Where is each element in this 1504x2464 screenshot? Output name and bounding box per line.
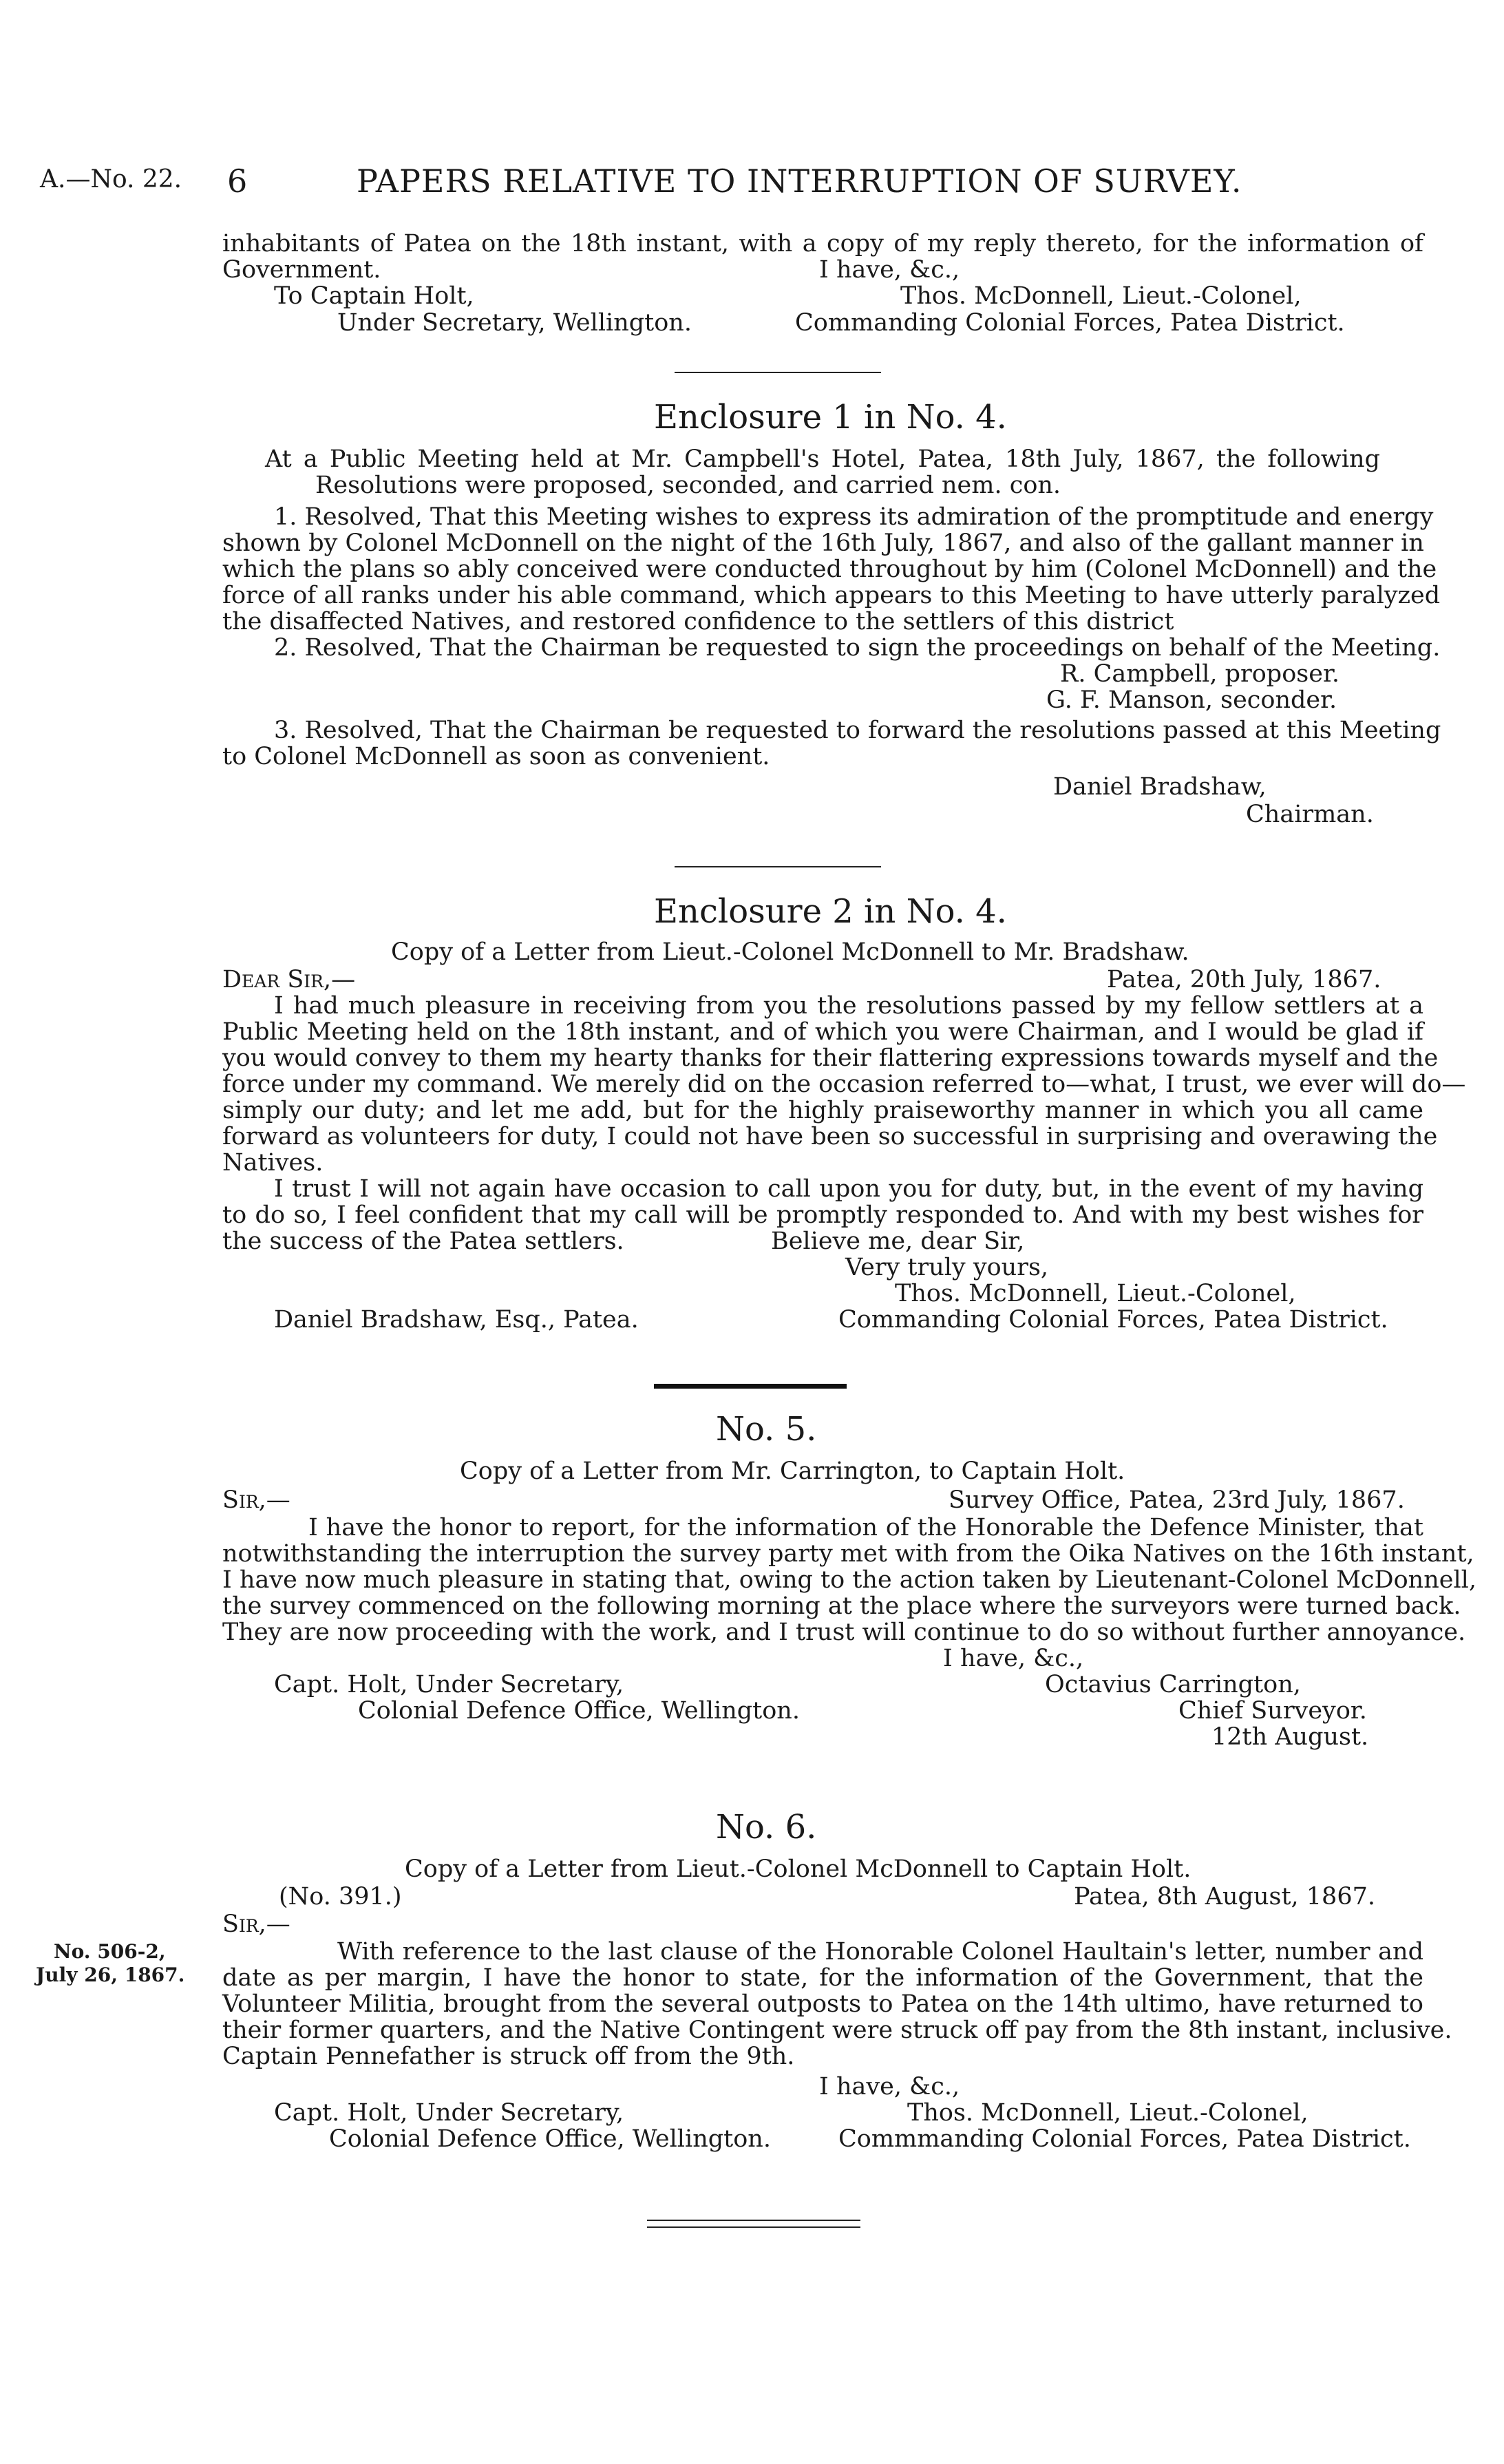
enclosure-heading: Enclosure 1 in No. 4. [654, 398, 1007, 436]
signature-line: Thos. McDonnell, Lieut.-Colonel, [907, 2099, 1309, 2127]
document-reference: A.—No. 22. [40, 165, 182, 193]
closing: I have, &c., [819, 256, 960, 284]
end-divider [647, 2226, 860, 2228]
dateline: Survey Office, Patea, 23rd July, 1867. [949, 1486, 1405, 1514]
body-line: you would convey to them my hearty thanks for their flattering expressions towards myself and the [222, 1044, 1439, 1072]
salutation: Sir,— [222, 1486, 290, 1514]
section-divider [654, 1384, 847, 1389]
page-number: 6 [227, 162, 248, 200]
body-line: the success of the Patea settlers. [222, 1228, 624, 1255]
resolution-line: the disaffected Natives, and restored confidence to the settlers of this district [222, 608, 1174, 635]
body-line: Public Meeting held on the 18th instant, and of which you were Chairman, and I would be glad if [222, 1018, 1423, 1046]
resolution-line: 2. Resolved, That the Chairman be requested to sign the proceedings on behalf of the Meeting. [274, 634, 1441, 662]
salutation: Sir,— [222, 1910, 290, 1938]
letter-subtitle: Copy of a Letter from Lieut.-Colonel McDonnell to Captain Holt. [405, 1855, 1191, 1883]
body-line: Volunteer Militia, brought from the several outposts to Patea on the 14th ultimo, have returned to [222, 1990, 1423, 2018]
resolution-line: which the plans so ably conceived were conducted throughout by him (Colonel McDonnell) and the [222, 556, 1437, 583]
body-line: the survey commenced on the following morning at the place where the surveyors were turned back. [222, 1592, 1461, 1620]
salutation: Dear Sir,— [222, 966, 356, 993]
closing: Believe me, dear Sir, [771, 1228, 1025, 1255]
body-line: notwithstanding the interruption the survey party met with from the Oika Natives on the 16th instant, [222, 1540, 1474, 1568]
body-line: date as per margin, I have the honor to state, for the information of the Government, that the [222, 1964, 1423, 1992]
section-heading: No. 6. [716, 1808, 817, 1846]
body-line: inhabitants of Patea on the 18th instant, with a copy of my reply thereto, for the information of [222, 230, 1423, 257]
letter-subtitle: Copy of a Letter from Mr. Carrington, to Captain Holt. [460, 1457, 1125, 1485]
addressee-line: Colonial Defence Office, Wellington. [358, 1697, 800, 1725]
body-line: Natives. [222, 1149, 324, 1177]
closing: I have, &c., [819, 2073, 960, 2100]
date-note: 12th August. [1211, 1723, 1369, 1751]
body-line: Captain Pennefather is struck off from the 9th. [222, 2043, 795, 2070]
signature-title: Chairman. [1246, 801, 1374, 828]
closing: Very truly yours, [845, 1254, 1049, 1281]
end-divider [647, 2220, 860, 2221]
signature-name: Daniel Bradshaw, [1053, 773, 1267, 801]
body-line: I had much pleasure in receiving from you the resolutions passed by my fellow settlers at a [274, 992, 1423, 1020]
addressee-line: Under Secretary, Wellington. [337, 309, 692, 337]
section-divider [675, 372, 881, 373]
letter-subtitle: Copy of a Letter from Lieut.-Colonel McDonnell to Mr. Bradshaw. [391, 938, 1189, 966]
signature-line: Octavius Carrington, [1045, 1671, 1301, 1698]
signature-line: Thos. McDonnell, Lieut.-Colonel, [900, 282, 1302, 310]
signature-line: Chief Surveyor. [1178, 1697, 1367, 1725]
letter-reference: (No. 391.) [279, 1883, 402, 1910]
dateline: Patea, 8th August, 1867. [1074, 1883, 1375, 1910]
resolution-line: shown by Colonel McDonnell on the night of the 16th July, 1867, and also of the gallant manner in [222, 529, 1424, 557]
resolution-line: 1. Resolved, That this Meeting wishes to express its admiration of the promptitude and energy [274, 503, 1434, 531]
body-line: force under my command. We merely did on the occasion referred to—what, I trust, we ever will do— [222, 1071, 1466, 1098]
body-line: They are now proceeding with the work, and I trust will continue to do so without further annoyance. [222, 1619, 1466, 1646]
body-line: simply our duty; and let me add, but for the highly praiseworthy manner in which you all came [222, 1097, 1423, 1124]
body-line: At a Public Meeting held at Mr. Campbell's Hotel, Patea, 18th July, 1867, the following [265, 445, 1380, 473]
resolution-line: to Colonel McDonnell as soon as convenient. [222, 743, 770, 770]
signature-line: Commmanding Colonial Forces, Patea District. [838, 2125, 1411, 2153]
body-line: I trust I will not again have occasion to call upon you for duty, but, in the event of my having [274, 1175, 1423, 1203]
body-line: their former quarters, and the Native Contingent were struck off pay from the 8th instant, inclusive. [222, 2017, 1452, 2044]
page-title: PAPERS RELATIVE TO INTERRUPTION OF SURVEY. [357, 162, 1242, 200]
signature-line: Thos. McDonnell, Lieut.-Colonel, [895, 1280, 1296, 1307]
margin-note: No. 506-2, [54, 1940, 166, 1963]
addressee-line: Daniel Bradshaw, Esq., Patea. [274, 1306, 639, 1334]
dateline: Patea, 20th July, 1867. [1107, 966, 1381, 993]
signature-line: Commanding Colonial Forces, Patea District. [795, 309, 1345, 337]
section-divider [675, 866, 881, 867]
signature-line: Commanding Colonial Forces, Patea District. [838, 1306, 1388, 1334]
resolution-line: force of all ranks under his able command, which appears to this Meeting to have utterly paralyzed [222, 582, 1441, 609]
body-line: I have the honor to report, for the information of the Honorable the Defence Minister, that [308, 1514, 1423, 1541]
body-line: I have now much pleasure in stating that, owing to the action taken by Lieutenant-Colonel McDonnell, [222, 1566, 1476, 1594]
addressee-line: Capt. Holt, Under Secretary, [274, 2099, 624, 2127]
addressee-line: To Captain Holt, [274, 282, 474, 310]
section-heading: No. 5. [716, 1410, 817, 1449]
proposer: R. Campbell, proposer. [1060, 660, 1339, 688]
body-line: Government. [222, 256, 381, 284]
body-line: Resolutions were proposed, seconded, and carried nem. con. [315, 472, 1061, 499]
body-line: to do so, I feel confident that my call will be promptly responded to. And with my best wishes for [222, 1201, 1423, 1229]
enclosure-heading: Enclosure 2 in No. 4. [654, 892, 1007, 931]
addressee-line: Capt. Holt, Under Secretary, [274, 1671, 624, 1698]
resolution-line: 3. Resolved, That the Chairman be requested to forward the resolutions passed at this Meeting [274, 717, 1441, 744]
seconder: G. F. Manson, seconder. [1046, 686, 1337, 714]
body-line: forward as volunteers for duty, I could not have been so successful in surprising and overawing the [222, 1123, 1438, 1150]
addressee-line: Colonial Defence Office, Wellington. [329, 2125, 771, 2153]
margin-note: July 26, 1867. [36, 1963, 185, 1986]
closing: I have, &c., [943, 1645, 1084, 1672]
body-line: With reference to the last clause of the Honorable Colonel Haultain's letter, number and [337, 1938, 1423, 1966]
